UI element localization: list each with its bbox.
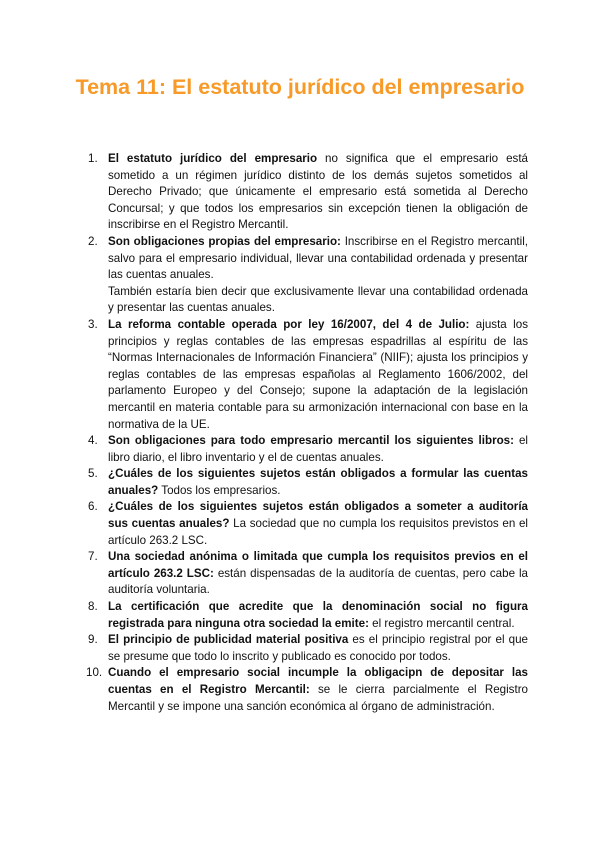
item-number: 5.	[88, 467, 98, 481]
list-item-6	[0, 499, 528, 549]
item-text: el libro diario, el libro inventario y el de cuentas anuales.	[108, 434, 528, 464]
item-number: 6.	[88, 500, 98, 514]
item-bold-text: Una sociedad anónima o limitada que cumpla los requisitos previos en el artículo 263.2 LSC:	[108, 550, 528, 580]
item-bold-text: El principio de publicidad material positiva	[108, 633, 349, 647]
item-bold-text: Son obligaciones para todo empresario mercantil los siguientes libros:	[108, 434, 514, 448]
item-number: 4.	[88, 434, 98, 448]
item-bold-text: ¿Cuáles de los siguientes sujetos están obligados a formular las cuentas anuales?	[108, 467, 528, 497]
list-item-3	[0, 317, 528, 433]
item-number: 7.	[88, 550, 98, 564]
item-bold-text: La reforma contable operada por ley 16/2007, del 4 de Julio:	[108, 317, 470, 331]
list-item-5	[0, 466, 528, 499]
item-text: ajusta los principios y reglas contables de las empresas espadrillas al espíritu de las “Normas Internacionales de Información Financiera” (NIIF); ajusta los principios y reglas contables de las empresas españolas al Reglamento 1606/2002, del parlamento Europeo y del Consejo; supone la adaptación de la legislación mercantil en materia contable para su armonización internacional con base en la normativa de la UE.	[108, 317, 528, 431]
list-item-10	[0, 665, 528, 715]
list-item-2	[0, 234, 528, 317]
document-title: Tema 11: El estatuto jurídico del empresario	[75, 75, 525, 99]
item-bold-text: El estatuto jurídico del empresario	[108, 152, 318, 165]
item-text: el registro mercantil central.	[368, 616, 515, 630]
item-text: es el principio registral por el que se presume que todo lo inscrito y publicado es conocido por todos.	[108, 633, 528, 663]
item-text: están dispensadas de la auditoría de cuentas, pero cabe la auditoría voluntaria.	[108, 566, 528, 597]
list-item-4	[0, 433, 528, 466]
item-extra-text: También estaría bien decir que exclusivamente llevar una contabilidad ordenada y presentar las cuentas anuales.	[108, 284, 528, 315]
item-number: 8.	[88, 600, 98, 614]
list-item-9	[0, 632, 528, 665]
question-list	[0, 151, 600, 715]
item-bold-text: Cuando el empresario social incumple la obligacipn de depositar las cuentas en el Registro Mercantil:	[108, 666, 528, 696]
item-bold-text: La certificación que acredite que la denominación social no figura registrada para ninguna otra sociedad la emite:	[108, 600, 528, 630]
item-text: se le cierra parcialmente el Registro Mercantil y se impone una sanción económica al órgano de administración.	[108, 683, 528, 713]
list-item-8	[0, 599, 528, 632]
list-item-7	[0, 549, 528, 599]
item-number: 10.	[86, 666, 103, 680]
item-number: 2.	[88, 234, 98, 248]
item-number: 3.	[88, 317, 98, 331]
item-bold-text: ¿Cuáles de los siguientes sujetos están obligados a someter a auditoría sus cuentas anuales?	[108, 500, 528, 531]
item-text: La sociedad que no cumpla los requisitos previstos en el artículo 263.2 LSC.	[108, 517, 528, 547]
item-number: 1.	[88, 152, 98, 165]
list-item-1	[0, 151, 528, 234]
item-bold-text: Son obligaciones propias del empresario:	[108, 234, 341, 248]
item-text: Inscribirse en el Registro mercantil, salvo para el empresario individual, llevar una contabilidad ordenada y presentar las cuentas anuales.	[108, 234, 528, 282]
item-text: Todos los empresarios.	[158, 483, 281, 497]
item-number: 9.	[88, 633, 98, 647]
item-text: no significa que el empresario está sometido a un régimen jurídico distinto de los demás sujetos sometidos al Derecho Privado; que únicamente el empresario está sometida al Derecho Concursal; y que todos los empresarios sin excepción tienen la obligación de inscribirse en el Registro Mercantil.	[108, 152, 528, 232]
